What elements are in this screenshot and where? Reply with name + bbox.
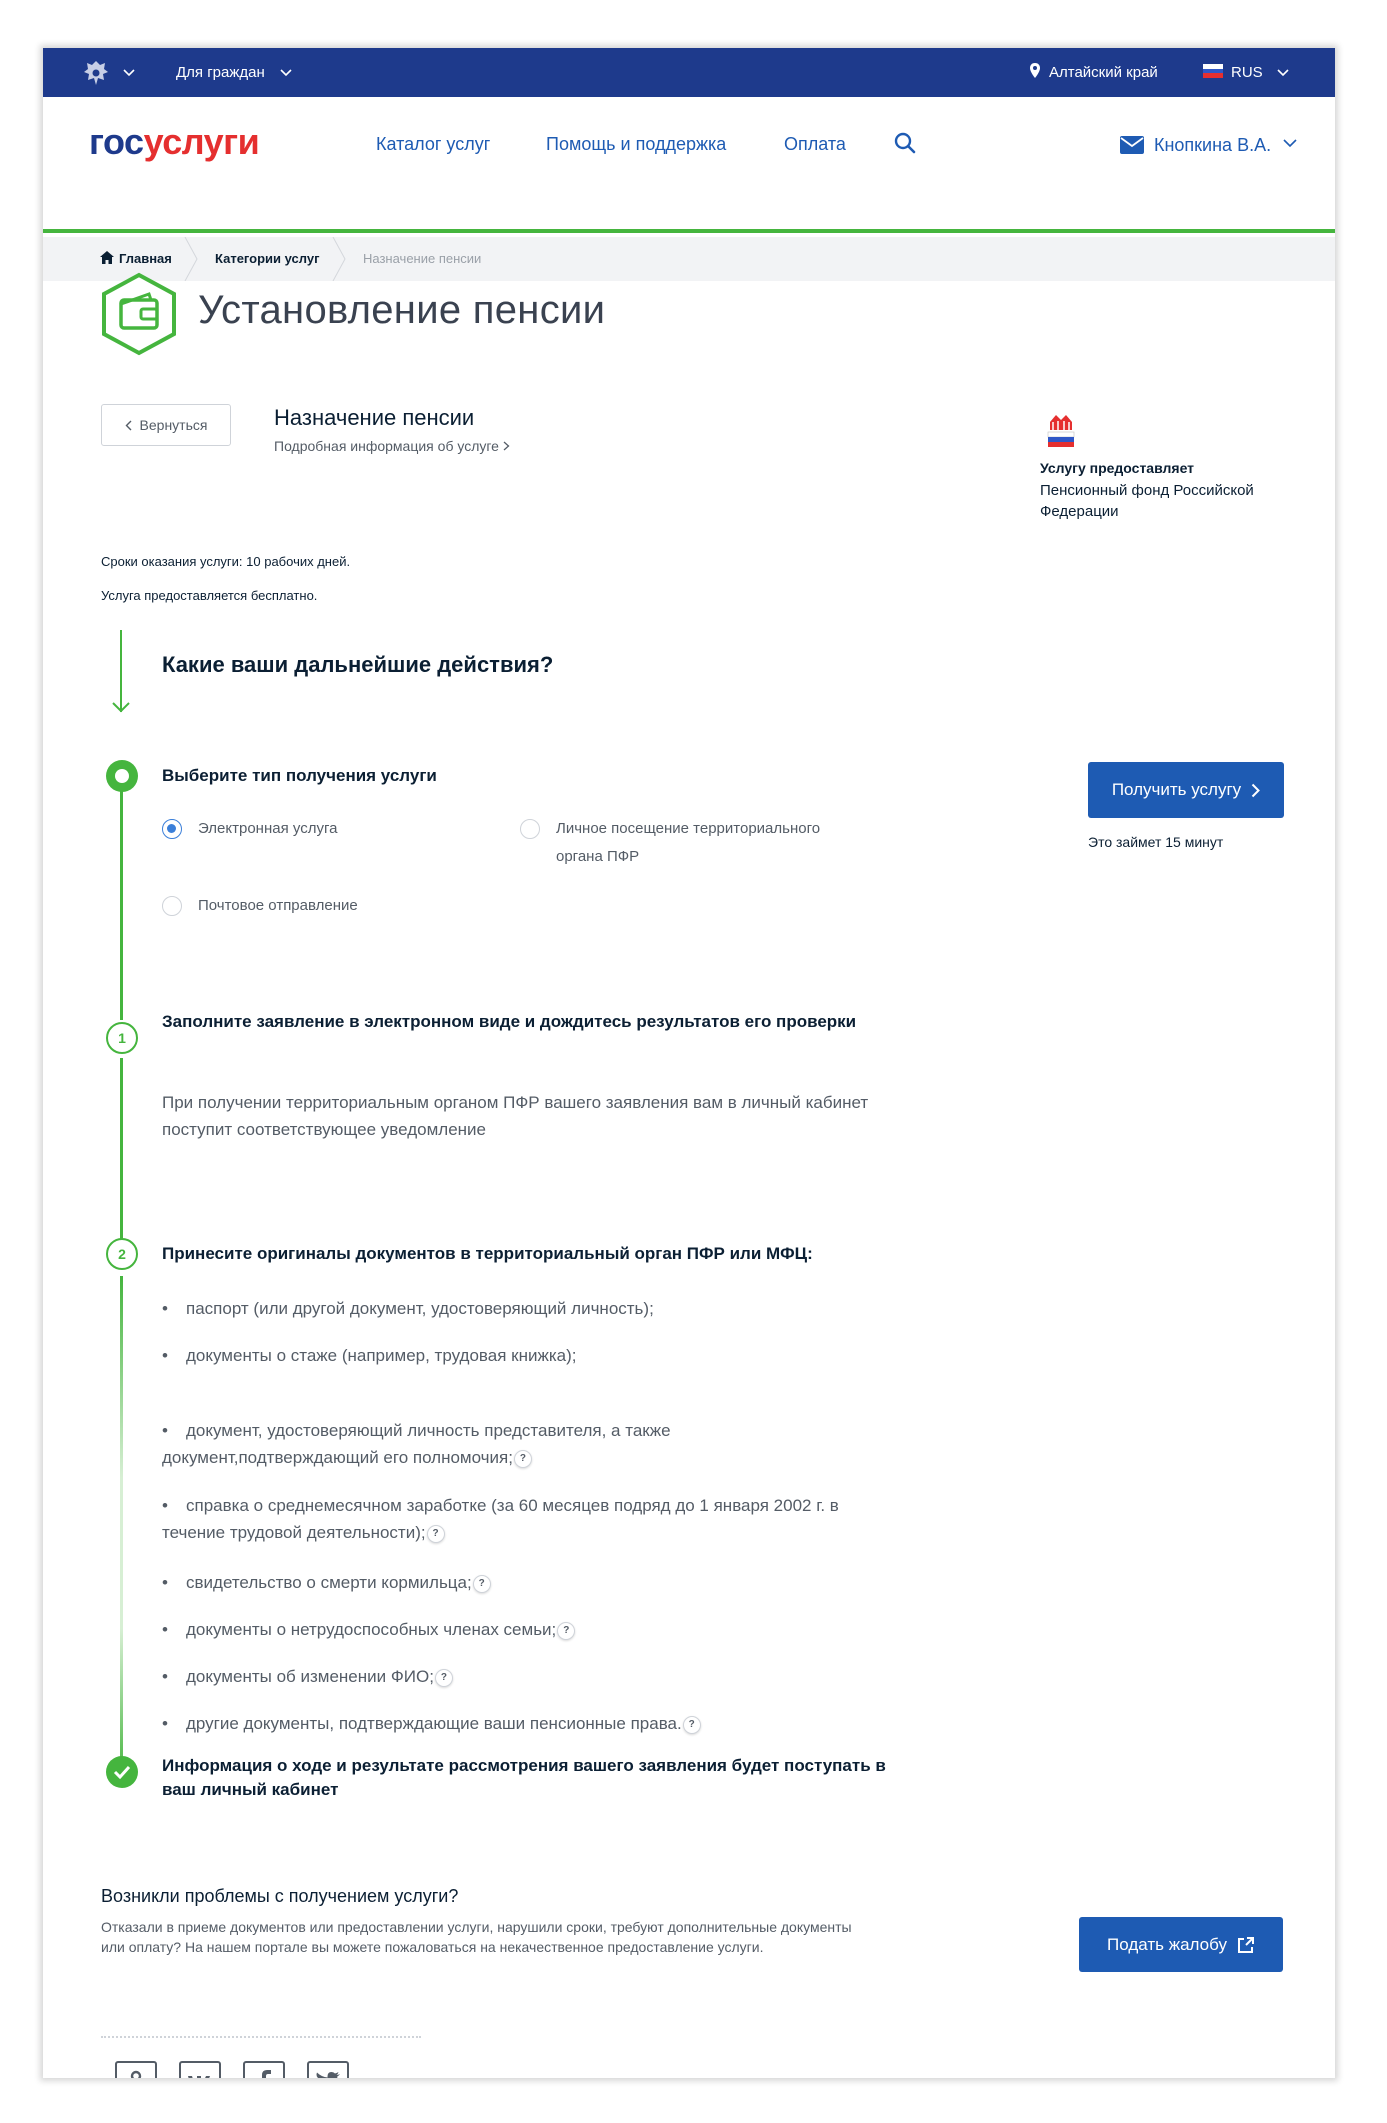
service-info-link[interactable] [274,438,510,454]
step-1-title: Заполните заявление в электронном виде и дождитесь результатов его проверки [162,1012,857,1031]
help-icon[interactable]: ? [427,1525,445,1543]
russia-flag-icon [1203,64,1223,78]
problems-text: Отказали в приеме документов или предоставлении услуги, нарушили сроки, требуют дополнительные документы или оплату? На нашем портале вы можете пожаловаться на некачественное предоставление услуги. [101,1919,852,1955]
document-text: документы о нетрудоспособных членах семьи; [186,1620,557,1639]
help-icon[interactable]: ? [683,1716,701,1734]
breadcrumb-current: Назначение пенсии [363,251,482,266]
back-button-label: Вернуться [139,417,208,433]
timeline-line [120,1058,123,1242]
document-text: справка о среднемесячном заработке (за 60 месяцев подряд до 1 января 2002 г. в течение трудовой деятельности); [162,1496,839,1542]
chevron-left-icon [125,420,132,431]
document-item [162,1663,882,1690]
chevron-right-icon [1251,783,1260,798]
breadcrumb-separator [331,237,347,281]
coat-of-arms-icon[interactable] [81,58,111,88]
bullet: • [162,1496,168,1515]
twitter-icon[interactable] [307,2061,349,2078]
language-selector[interactable]: RUS [1231,64,1263,81]
document-text: свидетельство о смерти кормильца; [186,1573,472,1592]
vk-icon[interactable] [179,2061,221,2078]
step-2-title: Принесите оригиналы документов в территориальный орган ПФР или МФЦ: [162,1244,813,1263]
radio-personal-visit[interactable] [520,819,540,839]
breadcrumb-separator [183,237,199,281]
step-number-2: 2 [106,1238,138,1270]
actions-heading: Какие ваши дальнейшие действия? [162,652,554,677]
wallet-icon [99,272,179,356]
nav-payment[interactable]: Оплата [784,134,846,154]
nav-help[interactable]: Помощь и поддержка [546,134,727,154]
mail-icon[interactable] [1120,136,1144,154]
chevron-down-icon[interactable] [123,69,135,77]
problems-title: Возникли проблемы с получением услуги? [101,1886,459,1906]
provider-name: Пенсионный фонд Российской Федерации [1040,482,1254,520]
page-frame [43,48,1335,2078]
timeline-line [120,790,123,1020]
step-current-marker [106,760,138,792]
gosuslugi-logo[interactable] [89,121,260,162]
radio-personal-visit-label[interactable]: Личное посещение территориального органа ПФР [556,820,821,865]
document-item [162,1710,882,1737]
help-icon[interactable]: ? [557,1622,575,1640]
bullet: • [162,1299,168,1318]
provider-label: Услугу предоставляет [1040,460,1195,476]
back-button[interactable] [101,404,231,446]
bullet: • [162,1421,168,1440]
document-item [162,1492,882,1546]
document-text: паспорт (или другой документ, удостоверяющий личность); [186,1299,654,1318]
document-text: документы об изменении ФИО; [186,1667,434,1686]
document-text: другие документы, подтверждающие ваши пенсионные права. [186,1714,682,1733]
document-item [162,1616,882,1643]
chevron-down-icon[interactable] [280,69,292,77]
arrow-down-icon [111,693,131,713]
document-text: документы о стаже (например, трудовая книжка); [186,1346,577,1365]
choose-type-title: Выберите тип получения услуги [162,766,437,785]
radio-post-label[interactable]: Почтовое отправление [198,897,358,914]
bullet: • [162,1346,168,1365]
breadcrumb-home[interactable]: Главная [119,251,172,266]
logo-part-gos: гос [89,121,144,162]
step-1-text: При получении территориальным органом ПФР вашего заявления вам в личный кабинет поступит соответствующее уведомление [162,1093,869,1139]
get-service-button[interactable] [1088,762,1284,818]
external-link-icon [1237,1936,1255,1954]
radio-electronic-label[interactable]: Электронная услуга [198,820,338,837]
nav-catalog[interactable]: Каталог услуг [376,134,491,154]
odnoklassniki-icon[interactable] [115,2061,157,2078]
document-item [162,1417,882,1471]
get-service-label: Получить услугу [1111,780,1242,799]
checkmark-icon [106,1756,138,1788]
document-item [162,1342,882,1369]
divider [101,2036,421,2038]
radio-electronic[interactable] [162,819,182,839]
document-item [162,1569,882,1596]
complaint-button-label: Подать жалобу [1107,1934,1227,1954]
logo-part-uslugi: услуги [143,121,260,162]
chevron-down-icon[interactable] [1283,139,1297,148]
step-number-1: 1 [106,1022,138,1054]
help-icon[interactable]: ? [473,1575,491,1593]
chevron-down-icon[interactable] [1277,69,1289,77]
help-icon[interactable]: ? [435,1669,453,1687]
pfr-logo-icon [1044,412,1078,450]
service-info-label: Подробная информация об услуге [274,438,499,454]
breadcrumb-categories[interactable]: Категории услуг [215,251,320,266]
location-pin-icon [1029,62,1041,80]
step-done-marker [106,1756,138,1788]
chevron-right-icon [503,441,510,451]
bullet: • [162,1620,168,1639]
breadcrumb [43,237,1335,281]
bullet: • [162,1667,168,1686]
duration-note: Это займет 15 минут [1088,834,1224,850]
document-text: документ, удостоверяющий личность представителя, а также документ,подтверждающий его полномочия; [162,1421,671,1467]
audience-selector[interactable]: Для граждан [176,64,265,81]
help-icon[interactable]: ? [514,1450,532,1468]
complaint-button[interactable] [1079,1917,1283,1972]
service-name: Назначение пенсии [274,405,475,430]
service-terms: Сроки оказания услуги: 10 рабочих дней. [101,554,351,569]
radio-post[interactable] [162,896,182,916]
home-icon [100,251,114,264]
site-header [43,97,1335,233]
page-title: Установление пенсии [198,288,606,332]
document-item [162,1295,882,1322]
service-cost: Услуга предоставляется бесплатно. [101,588,318,603]
timeline-line [120,1276,123,1780]
facebook-icon[interactable] [243,2061,285,2078]
search-icon[interactable] [893,131,917,155]
region-selector[interactable]: Алтайский край [1049,64,1158,81]
final-step-title: Информация о ходе и результате рассмотрения вашего заявления будет поступать в ваш личный кабинет [162,1756,886,1799]
user-menu[interactable]: Кнопкина В.А. [1154,135,1272,155]
bullet: • [162,1573,168,1592]
bullet: • [162,1714,168,1733]
top-bar [43,48,1335,97]
